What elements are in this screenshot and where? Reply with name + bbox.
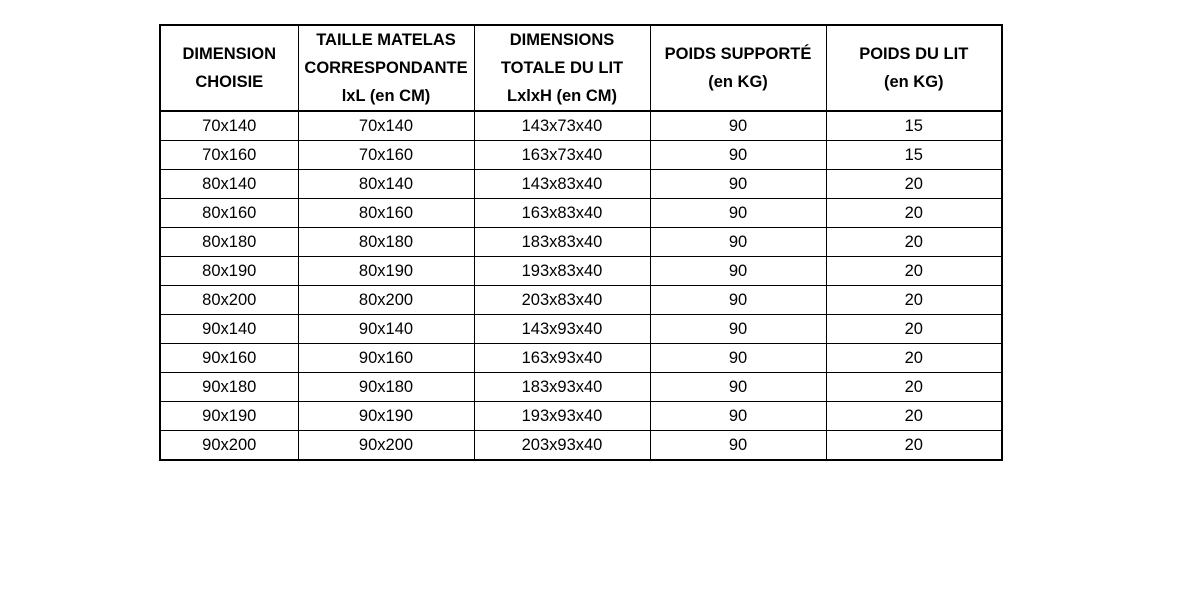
- cell-dimension-choisie: 90x140: [160, 315, 298, 344]
- header-line: (en KG): [883, 73, 944, 91]
- header-line: DIMENSIONS: [509, 31, 615, 49]
- header-row: [160, 25, 1002, 111]
- cell-poids-du-lit: 20: [826, 402, 1002, 431]
- header-line: TAILLE MATELAS: [316, 31, 456, 49]
- cell-poids-supporte: 90: [650, 141, 826, 170]
- cell-dimensions-totale: 163x93x40: [474, 344, 650, 373]
- cell-poids-supporte: 90: [650, 257, 826, 286]
- cell-dimensions-totale: 183x83x40: [474, 228, 650, 257]
- cell-dimension-choisie: 90x200: [160, 431, 298, 461]
- cell-taille-matelas: 90x140: [298, 315, 474, 344]
- cell-poids-du-lit: 20: [826, 199, 1002, 228]
- table-row: [160, 315, 1002, 344]
- cell-poids-supporte: 90: [650, 402, 826, 431]
- table-row: [160, 141, 1002, 170]
- cell-dimension-choisie: 80x160: [160, 199, 298, 228]
- header-line: POIDS DU LIT: [859, 45, 969, 63]
- header-taille-matelas: [298, 25, 474, 111]
- cell-taille-matelas: 90x160: [298, 344, 474, 373]
- cell-dimension-choisie: 90x160: [160, 344, 298, 373]
- table-row: [160, 431, 1002, 461]
- cell-poids-du-lit: 20: [826, 228, 1002, 257]
- table-row: [160, 228, 1002, 257]
- cell-poids-supporte: 90: [650, 111, 826, 141]
- table-row: [160, 402, 1002, 431]
- cell-dimensions-totale: 203x83x40: [474, 286, 650, 315]
- cell-dimension-choisie: 70x140: [160, 111, 298, 141]
- cell-taille-matelas: 80x190: [298, 257, 474, 286]
- cell-taille-matelas: 80x180: [298, 228, 474, 257]
- cell-dimensions-totale: 163x83x40: [474, 199, 650, 228]
- cell-dimension-choisie: 70x160: [160, 141, 298, 170]
- header-line: LxlxH (en CM): [506, 87, 617, 105]
- cell-poids-du-lit: 20: [826, 315, 1002, 344]
- table-row: [160, 286, 1002, 315]
- cell-poids-supporte: 90: [650, 170, 826, 199]
- cell-taille-matelas: 70x140: [298, 111, 474, 141]
- cell-taille-matelas: 90x180: [298, 373, 474, 402]
- cell-poids-du-lit: 20: [826, 431, 1002, 461]
- header-poids-supporte: [650, 25, 826, 111]
- header-line: CHOISIE: [195, 73, 264, 91]
- table-row: [160, 111, 1002, 141]
- bed-size-table: [159, 24, 1003, 461]
- cell-dimensions-totale: 193x83x40: [474, 257, 650, 286]
- cell-poids-du-lit: 20: [826, 170, 1002, 199]
- header-line: DIMENSION: [182, 45, 276, 63]
- cell-poids-du-lit: 15: [826, 111, 1002, 141]
- cell-dimensions-totale: 193x93x40: [474, 402, 650, 431]
- header-dimensions-totale: [474, 25, 650, 111]
- cell-poids-supporte: 90: [650, 199, 826, 228]
- cell-dimension-choisie: 80x140: [160, 170, 298, 199]
- header-line: CORRESPONDANTE: [304, 59, 468, 77]
- cell-poids-supporte: 90: [650, 344, 826, 373]
- cell-dimensions-totale: 163x73x40: [474, 141, 650, 170]
- cell-taille-matelas: 80x200: [298, 286, 474, 315]
- cell-dimension-choisie: 90x190: [160, 402, 298, 431]
- cell-poids-du-lit: 15: [826, 141, 1002, 170]
- cell-taille-matelas: 70x160: [298, 141, 474, 170]
- table-row: [160, 373, 1002, 402]
- cell-poids-supporte: 90: [650, 315, 826, 344]
- cell-poids-supporte: 90: [650, 373, 826, 402]
- table-row: [160, 170, 1002, 199]
- cell-poids-supporte: 90: [650, 228, 826, 257]
- table-row: [160, 199, 1002, 228]
- header-line: lxL (en CM): [341, 87, 431, 105]
- header-line: (en KG): [708, 73, 768, 91]
- cell-poids-du-lit: 20: [826, 257, 1002, 286]
- cell-poids-supporte: 90: [650, 431, 826, 461]
- table-body: [160, 111, 1002, 460]
- table-row: [160, 344, 1002, 373]
- header-line: POIDS SUPPORTÉ: [664, 45, 812, 63]
- cell-dimension-choisie: 80x200: [160, 286, 298, 315]
- cell-dimensions-totale: 143x83x40: [474, 170, 650, 199]
- header-dimension-choisie: [160, 25, 298, 111]
- cell-taille-matelas: 90x190: [298, 402, 474, 431]
- table-header: [160, 25, 1002, 111]
- cell-dimension-choisie: 80x190: [160, 257, 298, 286]
- cell-dimensions-totale: 143x73x40: [474, 111, 650, 141]
- cell-dimensions-totale: 143x93x40: [474, 315, 650, 344]
- cell-poids-du-lit: 20: [826, 373, 1002, 402]
- cell-dimension-choisie: 80x180: [160, 228, 298, 257]
- cell-taille-matelas: 80x160: [298, 199, 474, 228]
- header-line: TOTALE DU LIT: [500, 59, 624, 77]
- cell-dimensions-totale: 203x93x40: [474, 431, 650, 461]
- table-row: [160, 257, 1002, 286]
- cell-poids-du-lit: 20: [826, 286, 1002, 315]
- cell-taille-matelas: 90x200: [298, 431, 474, 461]
- cell-taille-matelas: 80x140: [298, 170, 474, 199]
- cell-poids-du-lit: 20: [826, 344, 1002, 373]
- cell-poids-supporte: 90: [650, 286, 826, 315]
- cell-dimensions-totale: 183x93x40: [474, 373, 650, 402]
- header-poids-du-lit: [826, 25, 1002, 111]
- cell-dimension-choisie: 90x180: [160, 373, 298, 402]
